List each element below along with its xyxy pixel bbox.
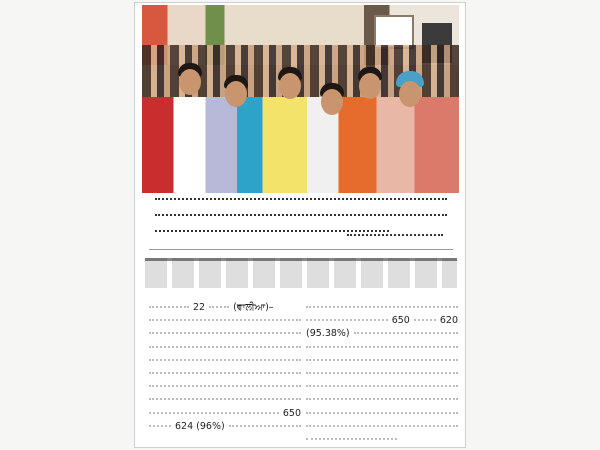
group-photo: [142, 5, 459, 193]
body-line: [149, 420, 301, 433]
body-line-text: [306, 301, 458, 314]
body-line: [306, 301, 458, 314]
body-line: [306, 433, 458, 446]
photo-caption: [155, 198, 447, 250]
figure-score: 624 (96%): [175, 420, 225, 432]
dateline-day: 22: [193, 302, 206, 313]
photo-front-row: [142, 97, 459, 193]
body-line: [149, 314, 301, 327]
body-line: [149, 407, 301, 420]
person-head: [225, 81, 247, 107]
body-line: [306, 393, 458, 406]
body-line: [149, 327, 301, 340]
body-line-text: [414, 314, 436, 327]
body-line: [149, 393, 301, 406]
person-head: [279, 73, 301, 99]
headline-text-placeholder: [145, 258, 457, 288]
caption-line: [155, 198, 447, 207]
divider: [149, 249, 453, 250]
dateline-place: [149, 301, 189, 314]
body-line: [149, 380, 301, 393]
body-line: [306, 354, 458, 367]
body-line: [306, 314, 458, 327]
figure-percent: (95.38%): [306, 328, 350, 340]
headline: [145, 254, 457, 294]
dateline-month: [209, 301, 229, 314]
body-line-text: [229, 420, 301, 433]
body-line: [306, 327, 458, 340]
body-line-text: [149, 407, 279, 420]
photo-credit: [347, 234, 443, 243]
body-line-text: [354, 327, 458, 340]
article-column-left: [149, 301, 301, 433]
figure-score: 620: [439, 315, 458, 327]
person-head: [321, 89, 343, 115]
body-line: [306, 367, 458, 380]
dateline: [149, 301, 301, 314]
body-line: [149, 341, 301, 354]
body-line-text: [306, 314, 388, 327]
body-line: [306, 380, 458, 393]
body-line-text: [149, 420, 171, 433]
caption-line: [155, 214, 447, 223]
body-line: [306, 420, 458, 433]
newspaper-clipping: [134, 2, 466, 448]
body-line: [149, 367, 301, 380]
photo-notice-board: [374, 15, 414, 49]
article-column-right: [306, 301, 458, 446]
person-head: [359, 73, 381, 99]
body-line: [306, 407, 458, 420]
body-line: [149, 354, 301, 367]
figure-total: 650: [282, 407, 301, 419]
person-head: [399, 81, 421, 107]
body-line: [306, 341, 458, 354]
person-head: [179, 69, 201, 95]
dateline-source: (ਵਾਲੀਆ)–: [233, 302, 274, 313]
figure-total: 650: [391, 315, 410, 327]
